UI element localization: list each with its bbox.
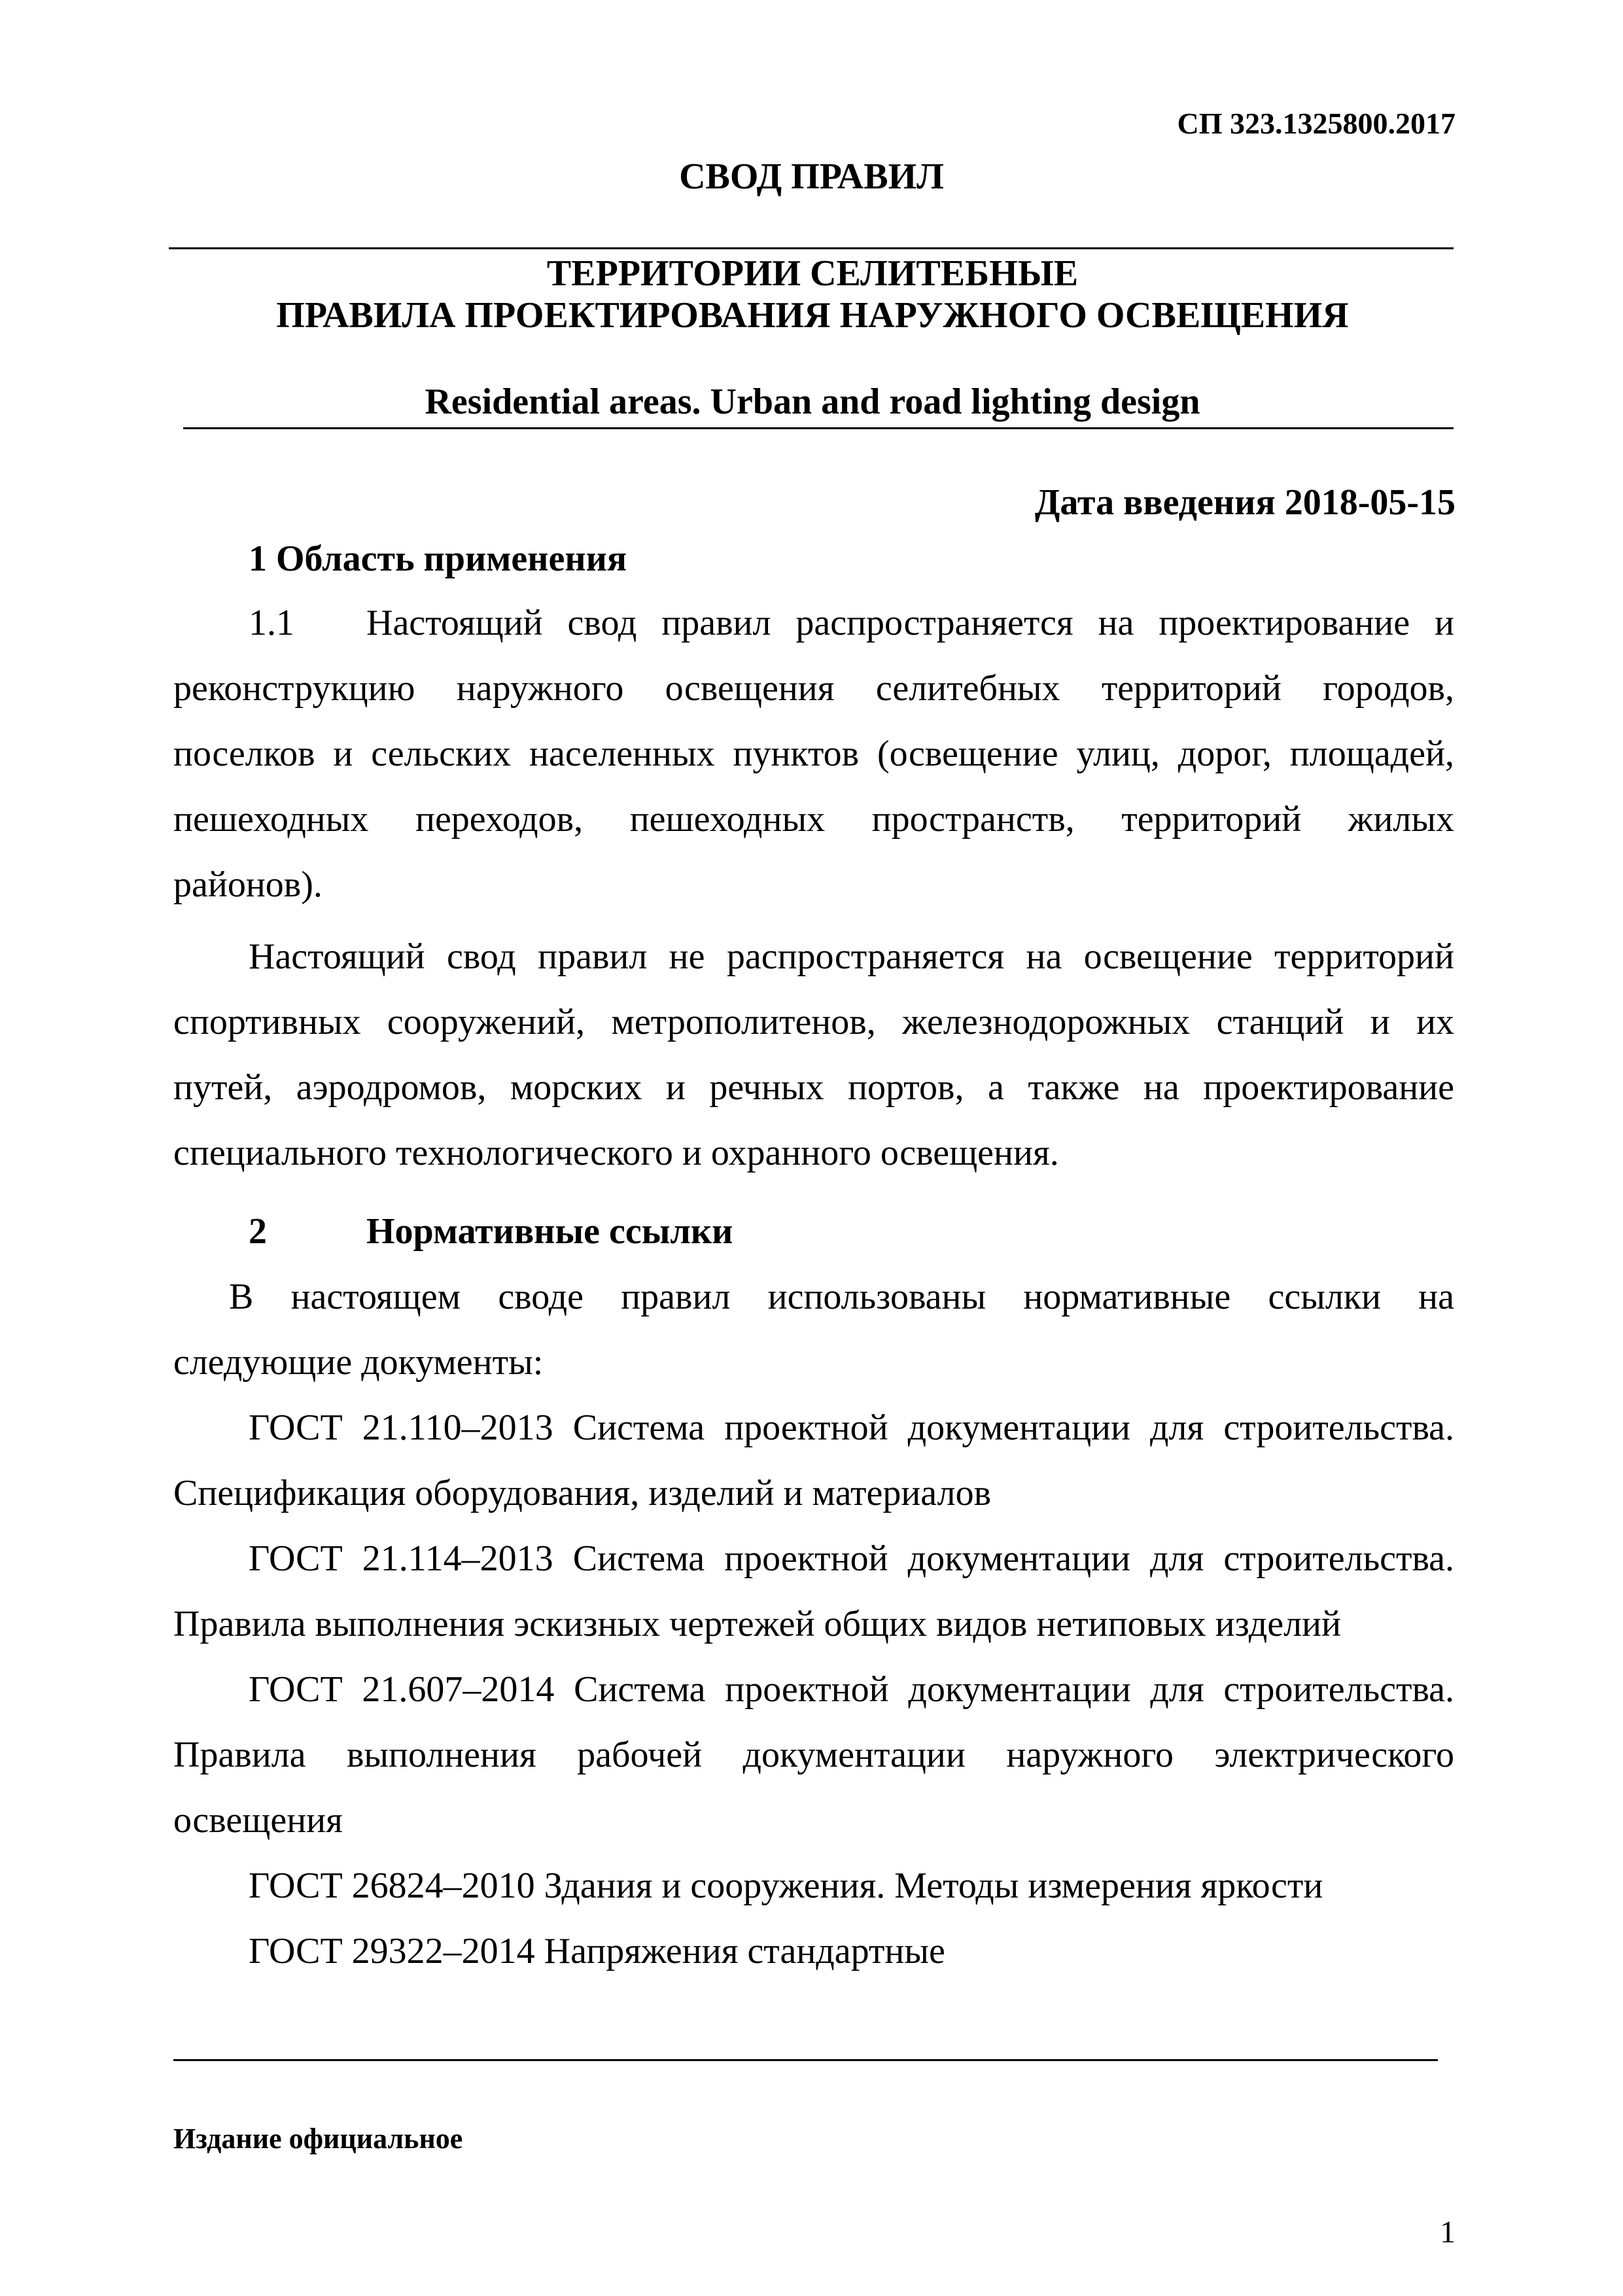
paragraph-1-1-line-3: поселков и сельских населенных пунктов (освещение улиц, дорог, площадей, <box>173 733 1454 774</box>
section-2-heading: Нормативные ссылки <box>366 1211 733 1252</box>
section-1-heading: 1 Область применения <box>249 539 627 579</box>
paragraph-1-1-line-1: Настоящий свод правил распространяется на проектирование и <box>366 603 1454 643</box>
document-type-heading: СВОД ПРАВИЛ <box>679 156 944 197</box>
title-line-2: ПРАВИЛА ПРОЕКТИРОВАНИЯ НАРУЖНОГО ОСВЕЩЕНИЯ <box>276 295 1349 336</box>
paragraph-1-2-line-2: спортивных сооружений, метрополитенов, железнодорожных станций и их <box>173 1002 1454 1042</box>
title-english: Residential areas. Urban and road lighting design <box>425 381 1200 422</box>
section-2-number: 2 <box>249 1211 267 1252</box>
reference-1-line-1: ГОСТ 21.110–2013 Система проектной документации для строительства. <box>249 1407 1454 1448</box>
footer-rule <box>173 2059 1438 2061</box>
reference-5: ГОСТ 29322–2014 Напряжения стандартные <box>249 1931 945 1971</box>
section-2-intro-line-1: В настоящем своде правил использованы нормативные ссылки на <box>229 1277 1454 1317</box>
paragraph-1-2-line-1: Настоящий свод правил не распространяется на освещение территорий <box>249 936 1454 977</box>
reference-2-line-1: ГОСТ 21.114–2013 Система проектной документации для строительства. <box>249 1538 1454 1579</box>
paragraph-1-1-line-4: пешеходных переходов, пешеходных пространств, территорий жилых <box>173 799 1454 839</box>
title-top-rule <box>169 247 1454 249</box>
page-number: 1 <box>1440 2215 1456 2250</box>
paragraph-1-2-line-4: специального технологического и охранного освещения. <box>173 1133 1059 1173</box>
reference-3-line-1: ГОСТ 21.607–2014 Система проектной документации для строительства. <box>249 1669 1454 1710</box>
paragraph-1-2-line-3: путей, аэродромов, морских и речных портов, а также на проектирование <box>173 1067 1454 1108</box>
reference-2-line-2: Правила выполнения эскизных чертежей общих видов нетиповых изделий <box>173 1604 1341 1644</box>
paragraph-number: 1.1 <box>249 603 294 643</box>
paragraph-1-1-line-2: реконструкцию наружного освещения селитебных территорий городов, <box>173 668 1454 709</box>
document-code: СП 323.1325800.2017 <box>1177 107 1456 140</box>
reference-4: ГОСТ 26824–2010 Здания и сооружения. Методы измерения яркости <box>249 1865 1323 1906</box>
introduction-date: Дата введения 2018-05-15 <box>1034 482 1456 523</box>
title-line-1: ТЕРРИТОРИИ СЕЛИТЕБНЫЕ <box>546 253 1079 294</box>
reference-1-line-2: Спецификация оборудования, изделий и материалов <box>173 1473 992 1513</box>
official-edition-note: Издание официальное <box>173 2123 463 2155</box>
reference-3-line-3: освещения <box>173 1800 343 1841</box>
paragraph-1-1-line-5: районов). <box>173 864 323 905</box>
reference-3-line-2: Правила выполнения рабочей документации наружного электрического <box>173 1735 1454 1775</box>
title-bottom-rule <box>183 427 1454 429</box>
section-2-intro-line-2: следующие документы: <box>173 1342 544 1383</box>
